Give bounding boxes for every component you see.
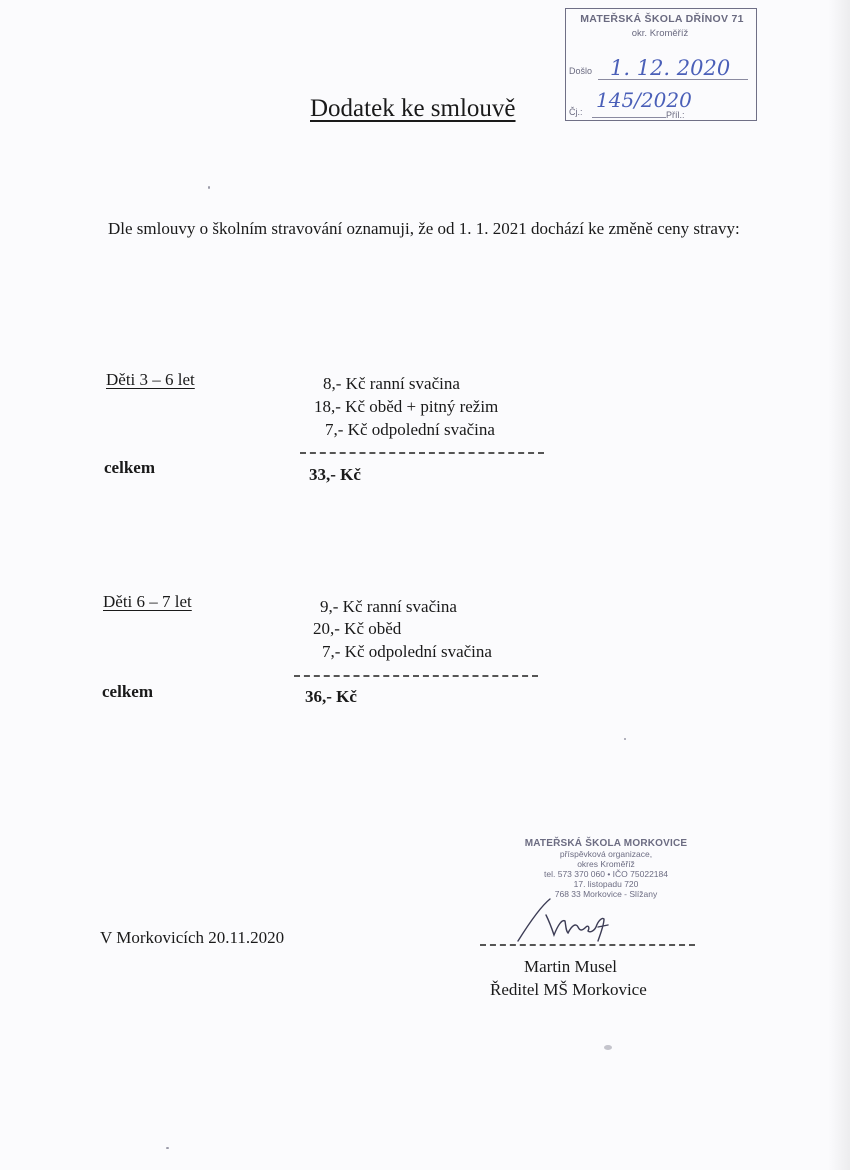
price-item-lunch: 20,- Kč oběd xyxy=(313,619,402,638)
total-label: celkem xyxy=(104,458,155,477)
registry-stamp-district: okr. Kroměříž xyxy=(631,28,689,39)
school-stamp-line: příspěvková organizace, xyxy=(559,849,653,859)
price-item-lunch: 18,- Kč oběd + pitný režim xyxy=(314,397,499,416)
price-item-morning-snack: 8,- Kč ranní svačina xyxy=(323,374,460,393)
section-label-3-6: Děti 3 – 6 let xyxy=(106,370,195,389)
registry-stamp xyxy=(565,8,757,121)
school-stamp-name: MATEŘSKÁ ŠKOLA MORKOVICE xyxy=(524,838,688,849)
registry-number-handwritten: 145/2020 xyxy=(596,88,692,112)
registry-number-line xyxy=(592,117,666,118)
school-stamp xyxy=(506,838,706,899)
school-stamp-line: 768 33 Morkovice - Slížany xyxy=(554,889,658,899)
price-item-afternoon-snack: 7,- Kč odpolední svačina xyxy=(322,642,492,661)
total-value: 33,- Kč xyxy=(309,465,361,484)
scan-speck xyxy=(604,1045,612,1050)
scan-edge-shadow xyxy=(828,0,850,1170)
registry-stamp-school: MATEŘSKÁ ŠKOLA DŘÍNOV 71 xyxy=(580,13,744,25)
registry-number-label: Čj.: xyxy=(569,107,583,117)
scan-speck xyxy=(166,1147,169,1149)
price-item-morning-snack: 9,- Kč ranní svačina xyxy=(320,597,457,616)
school-stamp-line: tel. 573 370 060 • IČO 75022184 xyxy=(544,869,668,879)
signer-role: Ředitel MŠ Morkovice xyxy=(490,980,647,999)
school-stamp-line: okres Kroměříž xyxy=(577,859,635,869)
price-item-afternoon-snack: 7,- Kč odpolední svačina xyxy=(325,420,495,439)
sum-divider xyxy=(300,452,544,454)
total-label: celkem xyxy=(102,682,153,701)
intro-paragraph: Dle smlouvy o školním stravování oznamuji, že od 1. 1. 2021 dochází ke změně ceny stravy: xyxy=(108,219,740,238)
total-value: 36,- Kč xyxy=(305,687,357,706)
handwritten-signature xyxy=(510,895,620,945)
scan-speck xyxy=(624,738,626,740)
registry-date-label: Došlo xyxy=(569,66,593,76)
place-and-date: V Morkovicích 20.11.2020 xyxy=(100,928,285,947)
sum-divider xyxy=(294,675,538,677)
section-label-6-7: Děti 6 – 7 let xyxy=(103,592,192,611)
signer-name: Martin Musel xyxy=(524,957,618,976)
signature-line xyxy=(480,944,695,946)
school-stamp-line: 17. listopadu 720 xyxy=(573,879,639,889)
registry-date-handwritten: 1. 12. 2020 xyxy=(610,56,731,80)
registry-attachment-label: Příl.: xyxy=(666,110,685,120)
scan-speck xyxy=(208,186,210,189)
document-title: Dodatek ke smlouvě xyxy=(310,95,516,122)
